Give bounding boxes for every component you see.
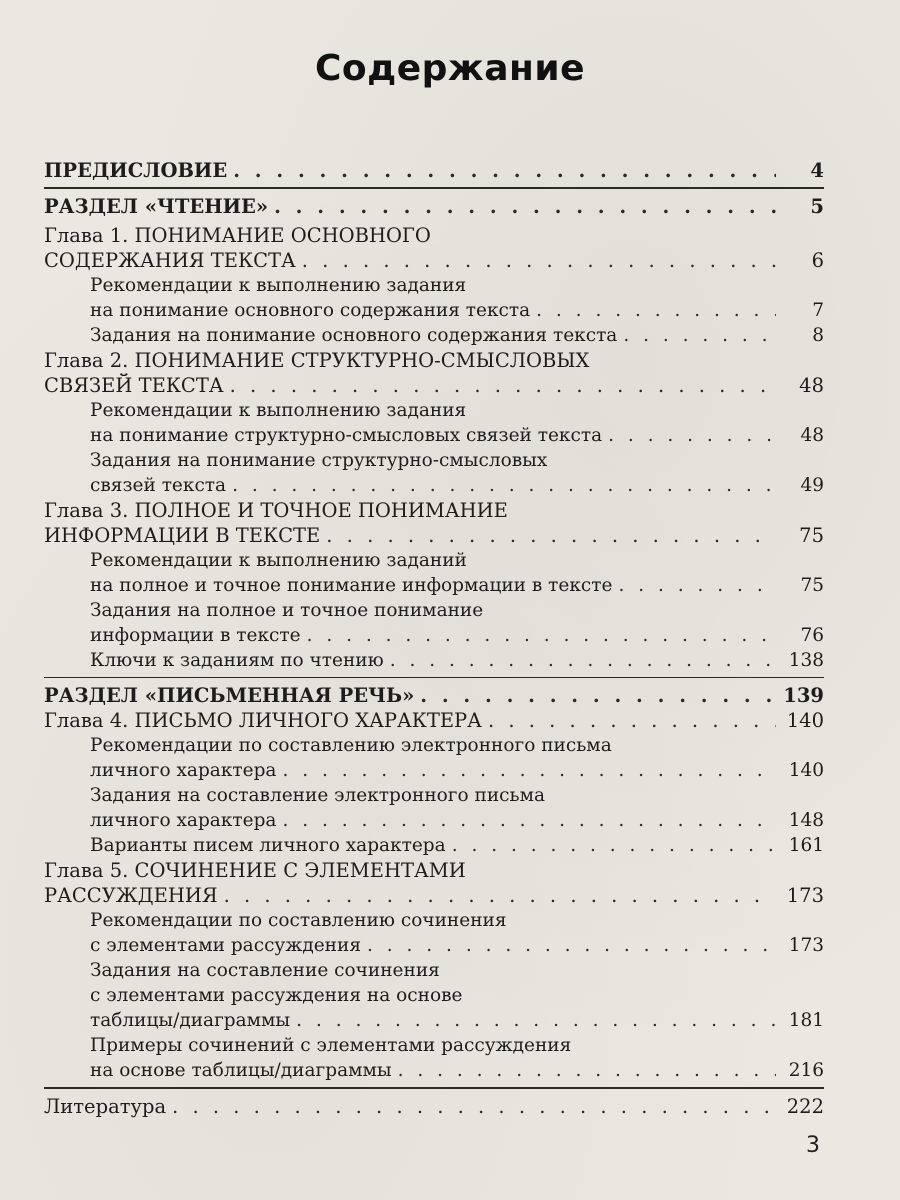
toc-entry	[44, 398, 824, 448]
dot-leader	[172, 1094, 776, 1119]
toc-entry-text: Рекомендации к выполнению заданий	[90, 549, 467, 571]
toc-entry	[44, 1094, 824, 1119]
toc-entry	[44, 958, 824, 1033]
toc-entry	[44, 1033, 824, 1083]
toc-entry-text: Глава 3. ПОЛНОЕ И ТОЧНОЕ ПОНИМАНИЕ	[44, 498, 508, 522]
toc-entry-text: Глава 2. ПОНИМАНИЕ СТРУКТУРНО-СМЫСЛОВЫХ	[44, 348, 590, 372]
toc-entry-text: Рекомендации по составлению электронного письма	[90, 735, 612, 756]
toc-entry	[44, 194, 824, 219]
toc-entry	[44, 548, 824, 598]
toc-entry	[44, 323, 824, 348]
dot-leader	[282, 808, 776, 833]
toc-page-number: 181	[788, 1010, 824, 1031]
dot-leader	[390, 648, 776, 673]
dot-leader	[608, 423, 776, 448]
toc-page-number: 140	[786, 709, 824, 732]
dot-leader	[307, 623, 776, 648]
toc-page-number: 139	[783, 684, 824, 707]
toc-page-number: 173	[786, 884, 824, 907]
toc-page-number: 48	[799, 373, 824, 397]
section-divider	[44, 1087, 824, 1089]
toc-page-number: 48	[800, 424, 824, 446]
toc-page-number: 8	[812, 324, 824, 346]
toc-entry-text: Задания на составление сочинения	[90, 960, 440, 981]
toc-entry-text: на основе таблицы/диаграммы	[90, 1060, 392, 1081]
dot-leader	[224, 883, 776, 908]
toc-entry	[44, 158, 824, 183]
toc-entry	[44, 648, 824, 673]
toc-entry-text: Ключи к заданиям по чтению	[90, 649, 384, 671]
toc-entry-text: Задания на понимание основного содержания текста	[90, 324, 618, 346]
dot-leader	[233, 158, 776, 183]
toc-page-number: 173	[788, 935, 824, 956]
toc-entry-text: с элементами рассуждения на основе	[90, 985, 463, 1006]
toc-page-number: 138	[788, 649, 824, 671]
toc-page-number: 222	[786, 1094, 824, 1118]
toc-entry	[44, 733, 824, 783]
toc-page-number: 216	[788, 1060, 824, 1081]
toc-entry-text: на полное и точное понимание информации в тексте	[90, 574, 613, 596]
toc-entry-text: СВЯЗЕЙ ТЕКСТА	[44, 373, 224, 397]
dot-leader	[232, 473, 776, 498]
dot-leader	[282, 758, 776, 783]
toc-page-number: 161	[788, 835, 824, 856]
toc-entry-text: на понимание структурно-смысловых связей текста	[90, 424, 603, 446]
toc-entry	[44, 833, 824, 858]
toc-entry-text: связей текста	[90, 474, 227, 496]
toc-entry-text: СОДЕРЖАНИЯ ТЕКСТА	[44, 248, 296, 272]
toc-entry-text: с элементами рассуждения	[90, 935, 362, 956]
toc-entry-text: Глава 5. СОЧИНЕНИЕ С ЭЛЕМЕНТАМИ	[44, 859, 466, 882]
toc-page-number: 140	[788, 760, 824, 781]
dot-leader	[274, 194, 776, 219]
toc-entry	[44, 708, 824, 733]
toc-entry-text: Рекомендации к выполнению задания	[90, 274, 467, 296]
toc-entry	[44, 598, 824, 648]
toc-entry-text: РАССУЖДЕНИЯ	[44, 884, 218, 907]
toc-entry-text: Задания на составление электронного письма	[90, 785, 546, 806]
toc-entry-text: таблицы/диаграммы	[90, 1010, 291, 1031]
toc-entry-text: Задания на понимание структурно-смысловых	[90, 449, 548, 471]
toc-entry-text: РАЗДЕЛ «ЧТЕНИЕ»	[44, 194, 269, 218]
toc-entry-text: Задания на полное и точное понимание	[90, 599, 484, 621]
toc-entry-text: Рекомендации по составлению сочинения	[90, 910, 507, 931]
section-divider	[44, 677, 824, 679]
dot-leader	[398, 1058, 776, 1083]
toc-entry-text: РАЗДЕЛ «ПИСЬМЕННАЯ РЕЧЬ»	[44, 684, 415, 707]
toc-entry-text: Глава 1. ПОНИМАНИЕ ОСНОВНОГО	[44, 223, 431, 247]
toc-entry-text: Рекомендации к выполнению задания	[90, 399, 467, 421]
toc-entry-text: ПРЕДИСЛОВИЕ	[44, 159, 228, 182]
toc-entry-text: информации в тексте	[90, 624, 301, 646]
toc-page-number: 49	[800, 474, 824, 496]
dot-leader	[618, 573, 776, 598]
toc-page-number: 4	[810, 159, 824, 182]
toc-entry	[44, 448, 824, 498]
page-title: Содержание	[314, 48, 586, 89]
toc-entry-text: Глава 4. ПИСЬМО ЛИЧНОГО ХАРАКТЕРА	[44, 709, 482, 732]
toc-entry-text: личного характера	[90, 760, 277, 781]
toc-entry	[44, 683, 824, 708]
toc-entry-text: Примеры сочинений с элементами рассуждения	[90, 1035, 572, 1056]
table-of-contents	[44, 158, 824, 1119]
dot-leader	[230, 373, 776, 398]
toc-entry-text: Литература	[44, 1094, 167, 1118]
toc-entry	[44, 348, 824, 398]
toc-page-number: 75	[800, 574, 824, 596]
toc-entry	[44, 908, 824, 958]
dot-leader	[623, 323, 776, 348]
toc-entry-text: Варианты писем личного характера	[90, 835, 446, 856]
toc-page-number: 7	[812, 299, 824, 321]
dot-leader	[302, 248, 776, 273]
section-divider	[44, 187, 824, 189]
toc-page-number: 6	[811, 248, 824, 272]
dot-leader	[296, 1008, 776, 1033]
dot-leader	[488, 708, 776, 733]
toc-page-number: 148	[788, 810, 824, 831]
dot-leader	[452, 833, 776, 858]
toc-page-number: 76	[800, 624, 824, 646]
dot-leader	[367, 933, 776, 958]
toc-entry-text: на понимание основного содержания текста	[90, 299, 531, 321]
page-number: 3	[806, 1133, 820, 1158]
dot-leader	[326, 523, 776, 548]
toc-entry	[44, 498, 824, 548]
dot-leader	[536, 298, 776, 323]
toc-page-number: 75	[799, 523, 824, 547]
toc-page-number: 5	[810, 194, 824, 218]
toc-entry	[44, 273, 824, 323]
dot-leader	[420, 683, 776, 708]
toc-entry-text: личного характера	[90, 810, 277, 831]
toc-entry	[44, 858, 824, 908]
toc-entry-text: ИНФОРМАЦИИ В ТЕКСТЕ	[44, 523, 321, 547]
toc-entry	[44, 783, 824, 833]
toc-entry	[44, 223, 824, 273]
